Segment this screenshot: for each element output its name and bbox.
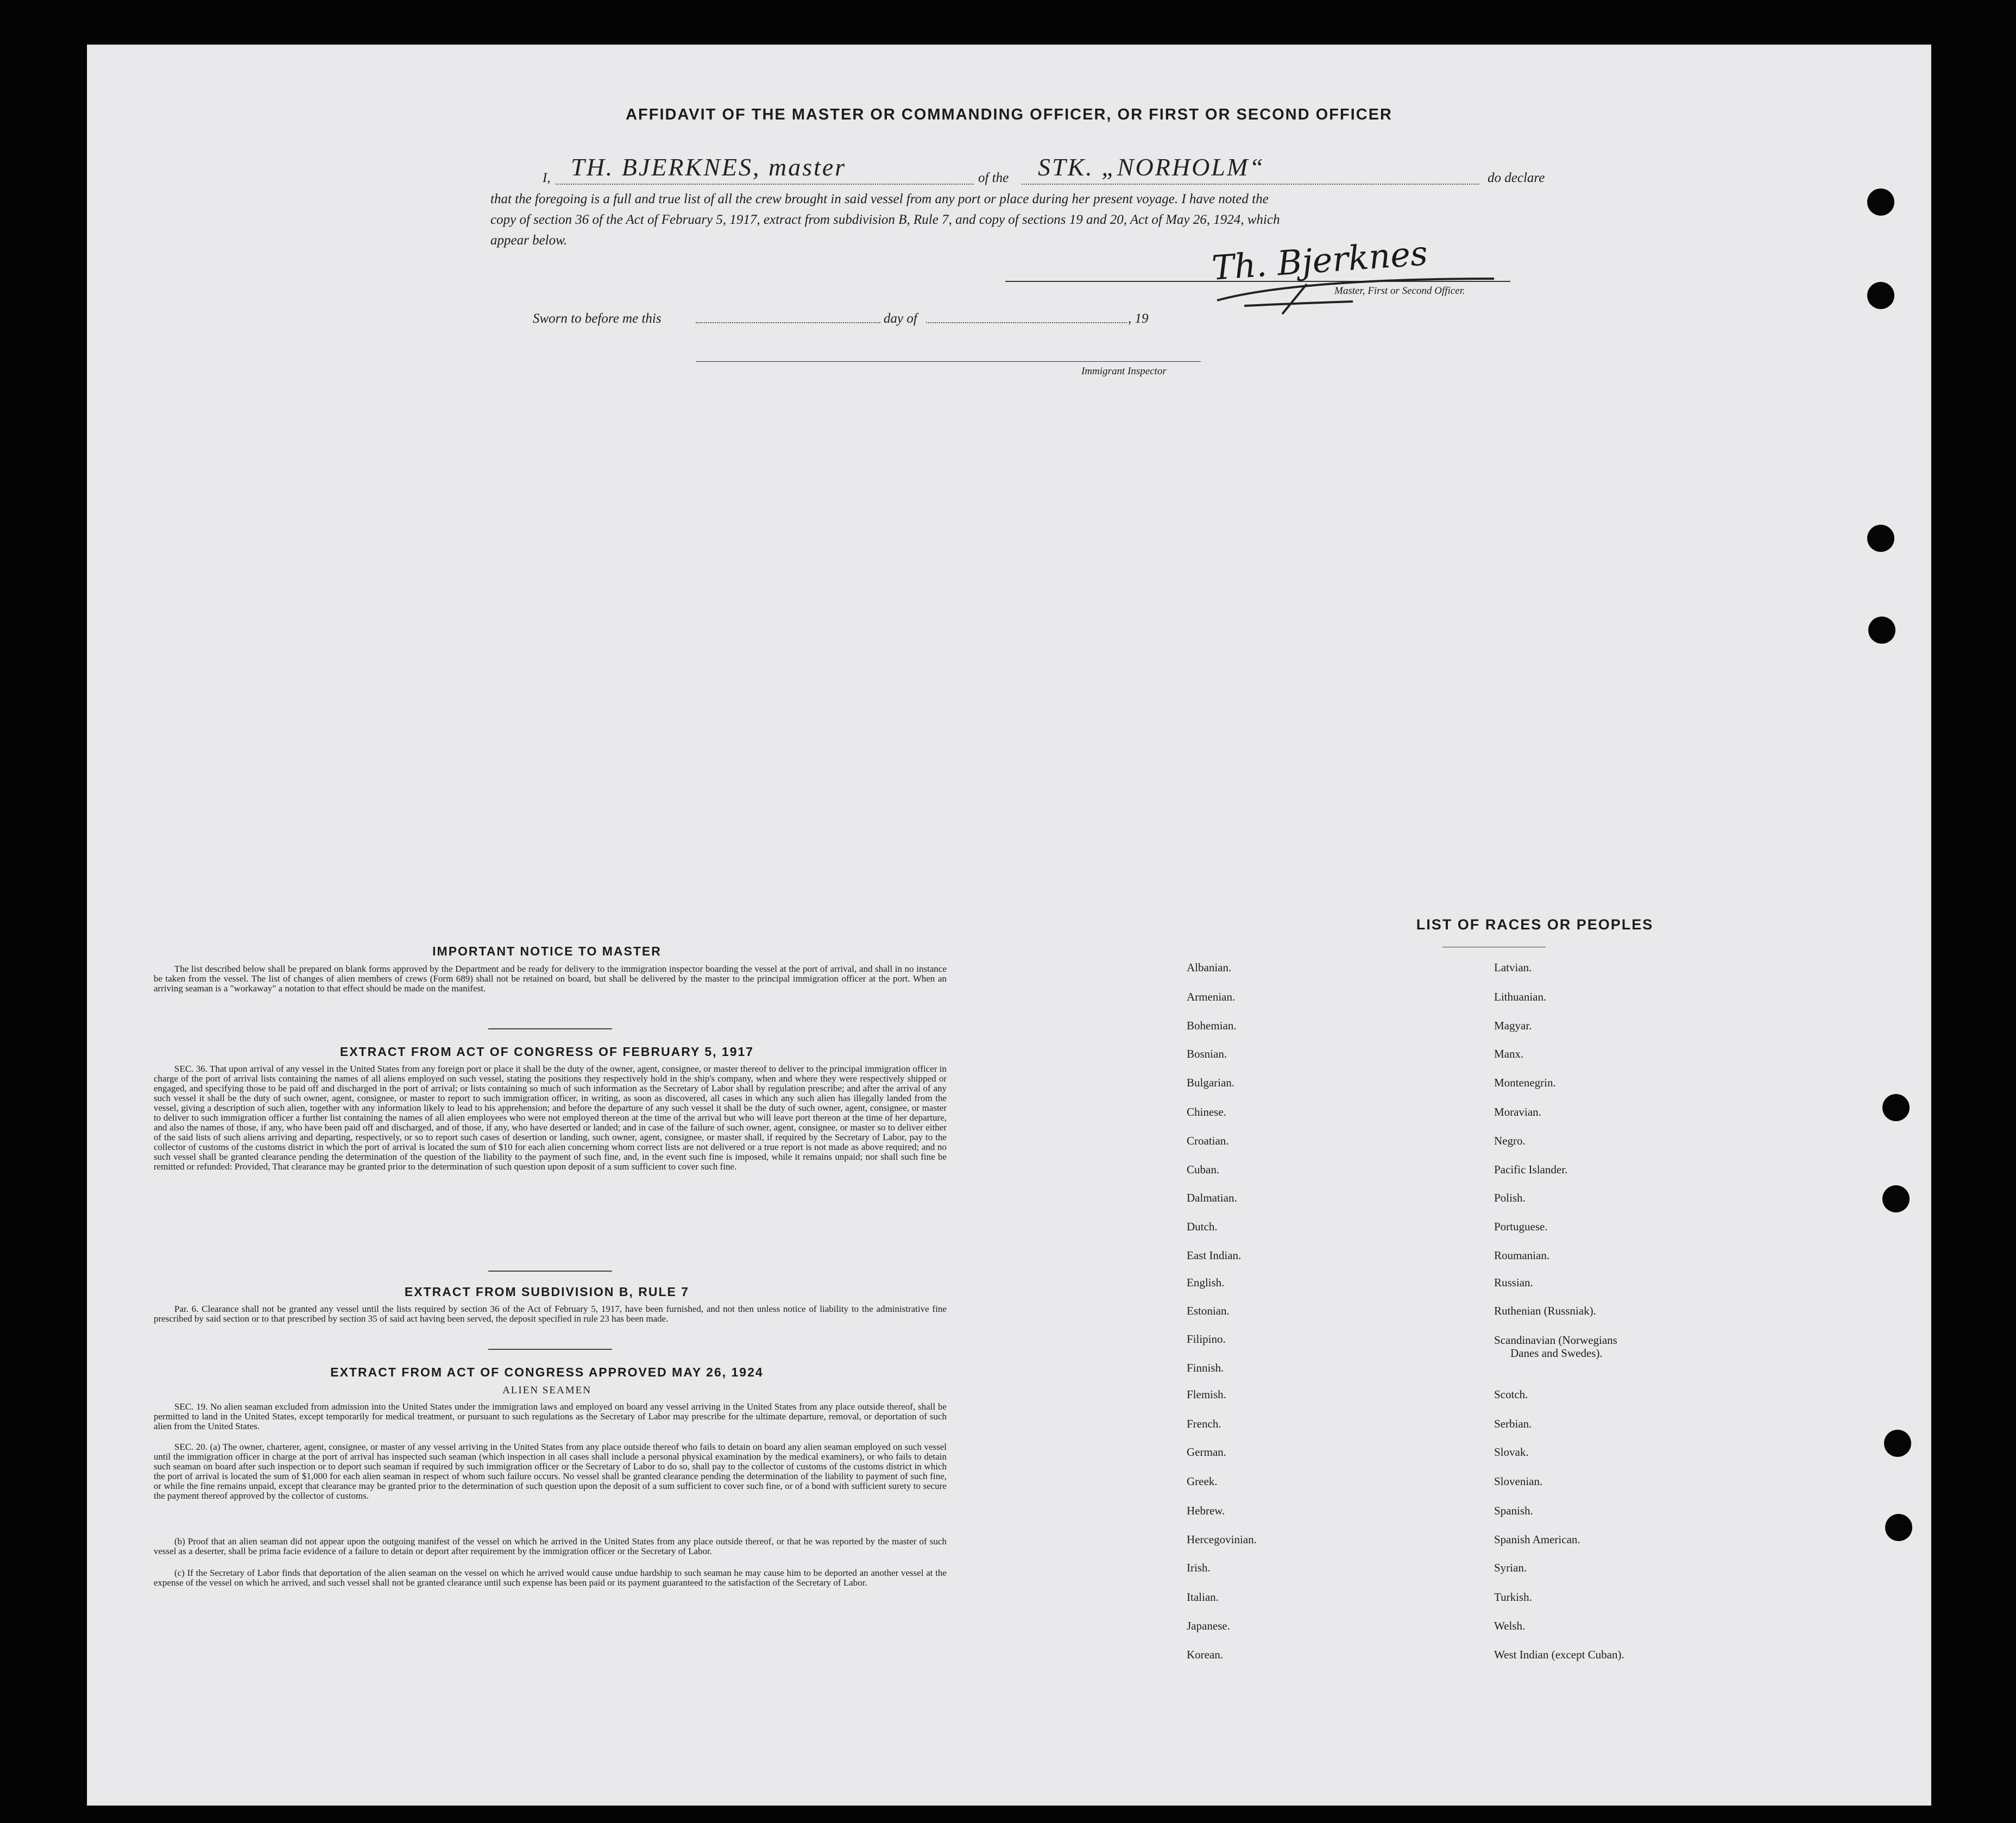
race-item: Armenian.	[1187, 990, 1236, 1003]
races-title: LIST OF RACES OR PEOPLES	[1416, 916, 1654, 933]
divider	[488, 1028, 612, 1029]
extract-1924-sec20b: (b) Proof that an alien seaman did not appear upon the outgoing manifest of the vessel on which he arrived in the United States from any place outside thereof, or that he was reported by the master of such vessel as a deserter, shall be prima facie evidence of a failure to detain or deport after requirement by the immigration officer or the Secretary of Labor.	[154, 1536, 947, 1556]
punch-hole	[1867, 282, 1894, 309]
race-item: Turkish.	[1494, 1591, 1532, 1604]
race-item: Danes and Swedes).	[1510, 1347, 1603, 1360]
of-the-label: of the	[978, 171, 1009, 185]
race-item: Korean.	[1187, 1648, 1224, 1661]
race-item: Manx.	[1494, 1047, 1524, 1060]
vessel-underline	[1022, 184, 1479, 185]
punch-hole	[1867, 188, 1894, 216]
race-item: French.	[1187, 1417, 1221, 1430]
race-item: Flemish.	[1187, 1388, 1226, 1401]
race-item: Japanese.	[1187, 1619, 1230, 1632]
punch-hole	[1882, 1094, 1910, 1121]
race-item: East Indian.	[1187, 1249, 1242, 1262]
sworn-date-line	[696, 322, 880, 323]
race-item: Bulgarian.	[1187, 1076, 1235, 1089]
race-item: Bosnian.	[1187, 1047, 1227, 1060]
extract-1917-title: EXTRACT FROM ACT OF CONGRESS OF FEBRUARY 5, 1917	[339, 1045, 754, 1059]
month-line	[926, 322, 1127, 323]
race-item: Spanish.	[1494, 1504, 1533, 1517]
race-item: Albanian.	[1187, 961, 1232, 974]
race-item: Ruthenian (Russniak).	[1494, 1304, 1596, 1317]
race-item: Slovak.	[1494, 1445, 1529, 1459]
race-item: English.	[1187, 1276, 1225, 1289]
race-item: Latvian.	[1494, 961, 1532, 974]
race-item: Spanish American.	[1494, 1533, 1580, 1546]
race-item: Portuguese.	[1494, 1220, 1548, 1233]
notice-title: IMPORTANT NOTICE TO MASTER	[432, 944, 662, 958]
extract-1924-sec20c: (c) If the Secretary of Labor finds that deportation of the alien seaman on the vessel on which he arrived would cause undue hardship to such seaman he may cause him to be deported an another vessel at the expense of the vessel on which he arrived, and such vessel shall not be granted clearance until such expense has been paid or its payment guaranteed to the satisfaction of the Secretary of Labor.	[154, 1568, 947, 1588]
day-of-label: day of	[884, 311, 917, 326]
race-item: Magyar.	[1494, 1019, 1532, 1032]
extract-1917-text: SEC. 36. That upon arrival of any vessel in the United States from any foreign port or place it shall be the duty of the owner, agent, consignee, or master thereof to deliver to the principal immigration officer in charge of the port of arrival lists containing the names of all aliens employed on such vessel, stating the positions they respectively hold in the ship's company, when and where they were respectively shipped or engaged, and specifying those to be paid off and discharged in the port of arrival; or lists containing so much of such information as the Secretary of Labor shall by regulation prescribe; and after the arrival of any such vessel it shall be the duty of such owner, agent, consignee, or master to report to such immigration officer, in writing, as soon as discovered, all cases in which any such alien has illegally landed from the vessel, giving a description of such alien, together with any information likely to lead to his apprehension; and before the departure of any such vessel it shall be the duty of such owner, agent, consignee, or master to deliver to such immigration officer a further list containing the names of all alien employees who were not employed thereon at the time of the arrival but who will leave port thereon at the time of her departure, and also the names of those, if any, who have been paid off and discharged, and of those, if any, who have deserted or landed; and in case of the failure of such owner, agent, consignee, or master so to deliver either of the said lists of such aliens arriving and departing, respectively, or so to report such cases of desertion or landing, such owner, agent, consignee, or master shall, if required by the Secretary of Labor, pay to the collector of customs of the customs district in which the port of arrival is located the sum of $10 for each alien concerning whom correct lists are not delivered or a true report is not made as above required; and no such vessel shall be granted clearance pending the determination of the question of the liability to the payment of such fine, and, in the event such fine is imposed, while it remains unpaid; nor shall such fine be remitted or refunded: Provided, That clearance may be granted prior to the determination of such question upon deposit of a sum sufficient to cover such fine.	[154, 1064, 947, 1172]
race-item: Roumanian.	[1494, 1249, 1550, 1262]
signer-caption: Master, First or Second Officer.	[1334, 285, 1465, 297]
race-item: Dalmatian.	[1187, 1191, 1237, 1204]
race-item: Estonian.	[1187, 1304, 1230, 1317]
race-item: Hebrew.	[1187, 1504, 1225, 1517]
do-declare-label: do declare	[1488, 171, 1545, 185]
race-item: Syrian.	[1494, 1561, 1527, 1574]
race-item: Serbian.	[1494, 1417, 1532, 1430]
punch-hole	[1868, 617, 1895, 644]
race-item: Lithuanian.	[1494, 990, 1547, 1003]
divider	[488, 1271, 612, 1272]
vessel-name-handwritten: STK. „NORHOLM“	[1038, 153, 1265, 181]
extract-1924-sec19: SEC. 19. No alien seaman excluded from admission into the United States under the immigration laws and employed on board any vessel arriving in the United States from any place outside thereof, shall be permitted to land in the United States, except temporarily for medical treatment, or pursuant to such regulations as the Secretary of Labor may prescribe for the ultimate departure, removal, or deportation of such alien from the United States.	[154, 1401, 947, 1431]
race-item: Croatian.	[1187, 1134, 1229, 1147]
master-name-handwritten: TH. BJERKNES, master	[571, 153, 847, 181]
declaration-line-2: that the foregoing is a full and true list of all the crew brought in said vessel from any port or place during her present voyage. I have noted the	[490, 192, 1269, 206]
sworn-label: Sworn to before me this	[533, 311, 662, 326]
declaration-line-3: copy of section 36 of the Act of February 5, 1917, extract from subdivision B, Rule 7, and copy of sections 19 and 20, Act of May 26, 1924, which	[490, 212, 1280, 227]
master-signature: Th. Bjerknes	[1210, 233, 1429, 288]
extract-rule7-text: Par. 6. Clearance shall not be granted any vessel until the lists required by section 36 of the Act of February 5, 1917, have been furnished, and not then unless notice of liability to the administrative fine prescribed by said section or to that prescribed by section 35 of said act having been served, the deposit specified in rule 23 has been made.	[154, 1304, 947, 1324]
race-item: Pacific Islander.	[1494, 1163, 1568, 1176]
race-item: Welsh.	[1494, 1619, 1526, 1632]
race-item: Slovenian.	[1494, 1475, 1543, 1488]
extract-rule7-title: EXTRACT FROM SUBDIVISION B, RULE 7	[404, 1285, 690, 1299]
punch-hole	[1885, 1514, 1912, 1541]
inspector-caption: Immigrant Inspector	[1081, 366, 1167, 377]
declaration-line-4: appear below.	[490, 233, 568, 248]
race-item: German.	[1187, 1445, 1226, 1459]
race-item: Hercegovinian.	[1187, 1533, 1257, 1546]
punch-hole	[1882, 1185, 1910, 1212]
punch-hole	[1867, 525, 1894, 552]
punch-hole	[1884, 1430, 1911, 1457]
race-item: Dutch.	[1187, 1220, 1218, 1233]
extract-1924-sec20a: SEC. 20. (a) The owner, charterer, agent, consignee, or master of any vessel arriving in the United States from any place outside thereof who fails to detain on board any alien seaman employed on such vessel until the immigration officer in charge at the port of arrival has inspected such seaman (which inspection in all cases shall include a personal physical examination by the medical examiners), or who fails to detain such seaman on board after such inspection or to deport such seaman if required by such immigration officer or the Secretary of Labor to do so, shall pay to the collector of customs of the customs district in which the port of arrival is located the sum of $1,000 for each alien seaman in respect of whom such failure occurs. No vessel shall be granted clearance pending the determination of the liability to payment of such fine, or while the fine remains unpaid, except that clearance may be granted prior to the determination of such question upon the deposit of a sum sufficient to cover such fine, or of a bond with sufficient surety to secure the payment thereof approved by the collector of customs.	[154, 1442, 947, 1501]
affidavit-title: AFFIDAVIT OF THE MASTER OR COMMANDING OFFICER, OR FIRST OR SECOND OFFICER	[626, 106, 1393, 123]
alien-seamen-subtitle: ALIEN SEAMEN	[502, 1385, 591, 1396]
race-item: Cuban.	[1187, 1163, 1220, 1176]
race-item: Negro.	[1494, 1134, 1526, 1147]
race-item: West Indian (except Cuban).	[1494, 1648, 1624, 1661]
extract-1924-title: EXTRACT FROM ACT OF CONGRESS APPROVED MAY 26, 1924	[330, 1365, 764, 1379]
divider	[488, 1349, 612, 1350]
year-label: , 19	[1128, 311, 1149, 326]
inspector-signature-line	[696, 361, 1201, 362]
name-underline	[556, 184, 974, 185]
race-item: Scandinavian (Norwegians	[1494, 1334, 1617, 1347]
race-item: Russian.	[1494, 1276, 1533, 1289]
race-item: Polish.	[1494, 1191, 1526, 1204]
race-item: Filipino.	[1187, 1332, 1226, 1346]
declaration-i: I,	[543, 171, 551, 185]
race-item: Bohemian.	[1187, 1019, 1237, 1032]
race-item: Irish.	[1187, 1561, 1211, 1574]
race-item: Moravian.	[1494, 1105, 1541, 1118]
race-item: Montenegrin.	[1494, 1076, 1556, 1089]
race-item: Italian.	[1187, 1591, 1219, 1604]
document-sheet	[87, 45, 1931, 1806]
notice-text: The list described below shall be prepared on blank forms approved by the Department and be ready for delivery to the immigration inspector boarding the vessel at the port of arrival, and shall in no instance be taken from the vessel. The list of changes of alien members of crews (Form 689) shall not be retained on board, but shall be delivered by the master to the principal immigration officer at the port. When an arriving seaman is a "workaway" a notation to that effect should be made on the manifest.	[154, 964, 947, 994]
declaration-line-1	[489, 155, 1597, 188]
race-item: Greek.	[1187, 1475, 1218, 1488]
race-item: Chinese.	[1187, 1105, 1226, 1118]
race-item: Finnish.	[1187, 1361, 1224, 1374]
race-item: Scotch.	[1494, 1388, 1528, 1401]
